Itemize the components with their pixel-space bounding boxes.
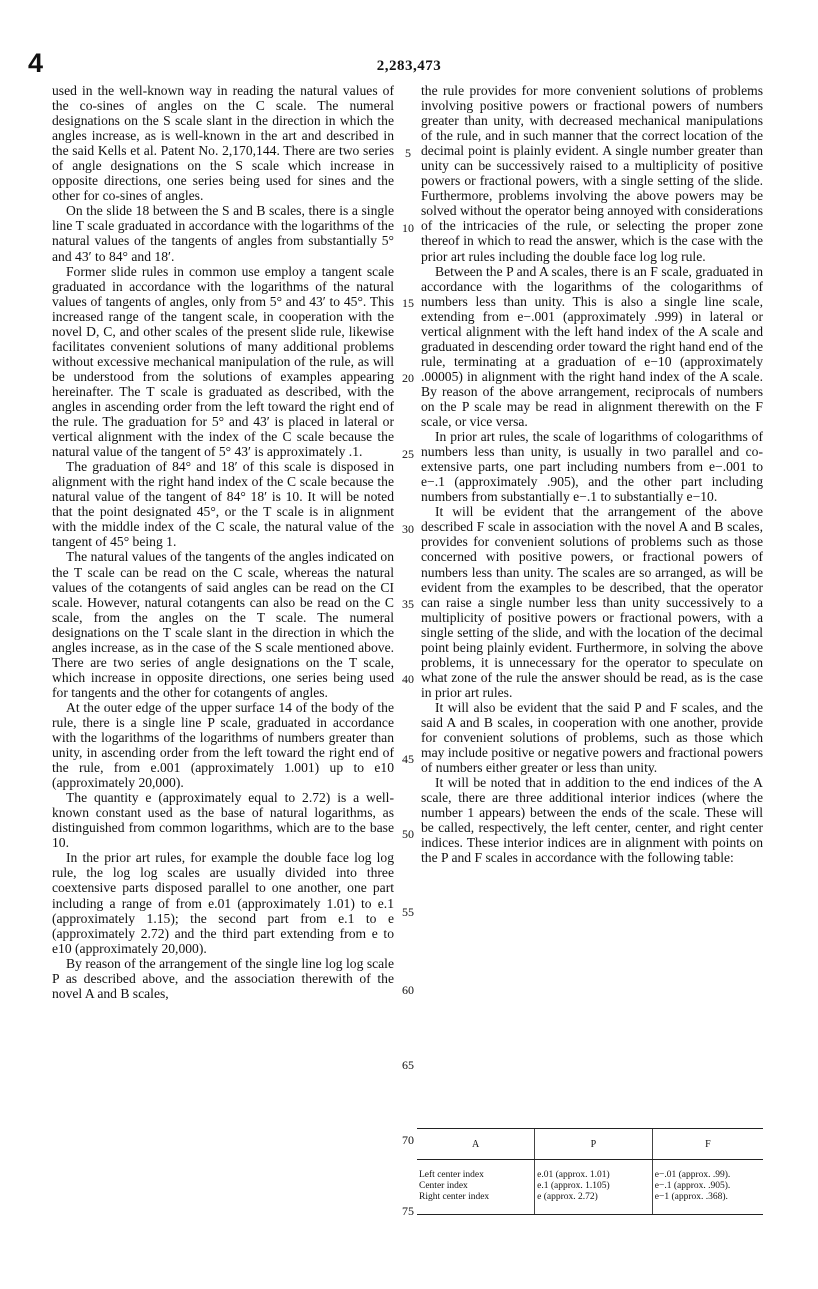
paragraph: The natural values of the tangents of the angles indicated on the T scale can be read on the C scale, whereas the natural values of the cotangents of said angles can be read on the CI scale. However, natural cotangents can also be read on the C scale, from the angles on the T scale. The numeral designations on the T scale slant in the direction in which the angles increase, as in the case of the S scale mentioned above. There are two series of angle designations on the T scale, which increase in opposite directions, one series being used for tangents and the other for cotangents of angles. [52,549,394,700]
line-number: 55 [402,905,414,919]
paragraph: It will be noted that in addition to the end indices of the A scale, there are three additional interior indices (where the number 1 appears) between the ends of the scale. These will be called, respectively, the left center, center, and right center indices. These interior indices are in alignment with points on the P and F scales in accordance with the following table: [421,775,763,866]
table-cell: Left center index [419,1170,484,1180]
left-column [52,83,394,1001]
page-number: 4 [28,48,44,78]
paragraph: the rule provides for more convenient solutions of problems involving positive powers or fractional powers of numbers greater than unity, with decreased mechanical manipulations of the rule, and in such manner that the correct location of the decimal point is plainly evident. A single number greater than unity can be successively raised to a multiplicity of positive powers or fractional powers, with a single setting of the slide. Furthermore, problems involving the above powers may be solved without the operator being annoyed with considerations of the intricacies of the rule, or selecting the proper zone thereof in which to read the answer, which is the case with the prior art rules including the double face log log rule. [421,83,763,264]
table-cell: Center index [419,1180,468,1191]
line-number: 70 [402,1133,414,1147]
table-cell: e−.1 (approx. .905). [652,1181,763,1192]
line-number: 60 [402,983,414,997]
table-header-f: F [652,1129,763,1160]
line-number: 5 [405,146,411,160]
paragraph: It will also be evident that the said P and F scales, and the said A and B scales, in cooperation with one another, provide for convenient solutions of problems, such as those which may include positive or negative powers and fractional powers of numbers either greater or less than unity. [421,699,763,776]
line-number: 25 [402,447,414,461]
paragraph: The quantity e (approximately equal to 2.72) is a well-known constant used as the base of natural logarithms, as distinguished from common logarithms, which are to the base 10. [52,790,394,851]
line-number: 10 [402,221,414,235]
right-column [421,83,763,865]
table-header-p: P [535,1129,653,1160]
table-cell: e.01 (approx. 1.01) [535,1160,653,1181]
patent-number: 2,283,473 [376,58,442,74]
paragraph: In the prior art rules, for example the double face log log rule, the log log scales are usually divided into three coextensive parts disposed parallel to one another, one part including a range of from e.01 (approximately 1.01) to e.1 (approximately 1.15); the second part from e.1 to e (approximately 2.72) and the third part extending from e to e10 (approximately 20,000). [52,850,394,956]
table-cell: e (approx. 2.72) [535,1192,653,1215]
paragraph: At the outer edge of the upper surface 14 of the body of the rule, there is a single line P scale, graduated in accordance with the logarithms of the logarithms of numbers greater than unity, in ascending order from the left toward the right end of the rule, from e.001 (approximately 1.001) up to e10 (approximately 20,000). [52,699,394,791]
paragraph: Between the P and A scales, there is an F scale, graduated in accordance with the logarithms of the cologarithms of numbers less than unity. This is also a single line scale, extending from e−.001 (approximately .999) in lateral or vertical alignment with the left hand index of the A scale and graduated in descending order toward the right hand end of the rule, terminating at a graduation of e−10 (approximately .00005) in alignment with the right hand index of the A scale. By reason of the above arrangement, reciprocals of numbers on the P scale may be read in alignment therewith on the F scale, or vice versa. [421,263,763,430]
table-cell: e.1 (approx. 1.105) [535,1181,653,1192]
table-header-a: A [417,1129,535,1160]
table-cell: Right center index [417,1192,535,1215]
table-cell: e−1 (approx. .368). [652,1192,763,1215]
line-number: 40 [402,672,414,686]
line-number: 20 [402,371,414,385]
line-number: 50 [402,827,414,841]
indices-table [417,1128,763,1215]
line-number: 35 [402,597,414,611]
line-number: 65 [402,1058,414,1072]
paragraph: It will be evident that the arrangement of the above described F scale in association with the novel A and B scales, provides for convenient solutions of problems such as those concerned with positive powers, or fractional powers of numbers less than unity. The scales are so arranged, as will be evident from the examples to be described, that the operator can raise a single number less than unity successively to a multiplicity of positive powers or fractional powers, with a single setting of the slide, and with the location of the decimal point being plainly evident. Furthermore, in solving the above problems, it is unnecessary for the operator to speculate on what zone of the rule the answer should be read, as is the case in prior art rules. [421,504,763,700]
table-cell: e−.01 (approx. .99). [652,1160,763,1181]
paragraph: By reason of the arrangement of the single line log log scale P as described above, and the association therewith of the novel A and B scales, [52,955,394,1001]
line-number: 30 [402,522,414,536]
paragraph: In prior art rules, the scale of logarithms of cologarithms of numbers less than unity, is usually in two parallel and co-extensive parts, one part including numbers from e−.001 to e−.1 (approximately .905), and the other part including numbers from substantially e−.1 to substantially e−10. [421,429,763,505]
line-number: 75 [402,1204,414,1218]
paragraph: On the slide 18 between the S and B scales, there is a single line T scale graduated in accordance with the logarithms of the natural values of the tangents of angles from substantially 5° and 43′ to 84° and 18′. [52,203,394,264]
paragraph: used in the well-known way in reading the natural values of the co-sines of angles on the C scale. The numeral designations on the S scale slant in the direction in which the angles increase, as is well-known in the art and described in the said Kells et al. Patent No. 2,170,144. There are two series of angle designations on the S scale which increase in opposite directions, one series being used for sines and the other for co-sines of angles. [52,83,394,204]
table-row [417,1160,763,1181]
paragraph: The graduation of 84° and 18′ of this scale is disposed in alignment with the right hand index of the C scale because the natural value of the tangent of 84° 18′ is 10. It will be noted that the point designated 45°, or the T scale is in alignment with the middle index of the C scale, the natural value of the tangent of 45° being 1. [52,459,394,550]
line-number: 15 [402,296,414,310]
line-number: 45 [402,752,414,766]
table-row [417,1192,763,1215]
table-row [417,1181,763,1192]
paragraph: Former slide rules in common use employ a tangent scale graduated in accordance with the logarithms of the natural values of tangents of angles, only from 5° and 43′ to 45°. This increased range of the tangent scale, in cooperation with the novel D, C, and other scales of the present slide rule, likewise facilitates convenient solutions of many additional problems without excessive mechanical manipulation of the rule, as will be understood from the solutions of examples appearing hereinafter. The T scale is graduated as described, with the angles in ascending order from the left toward the right end of the rule. The graduation for 5° and 43′ is placed in lateral or vertical alignment with the index of the C scale because the natural value of the tangent of 5° 43′ is approximately .1. [52,263,394,460]
